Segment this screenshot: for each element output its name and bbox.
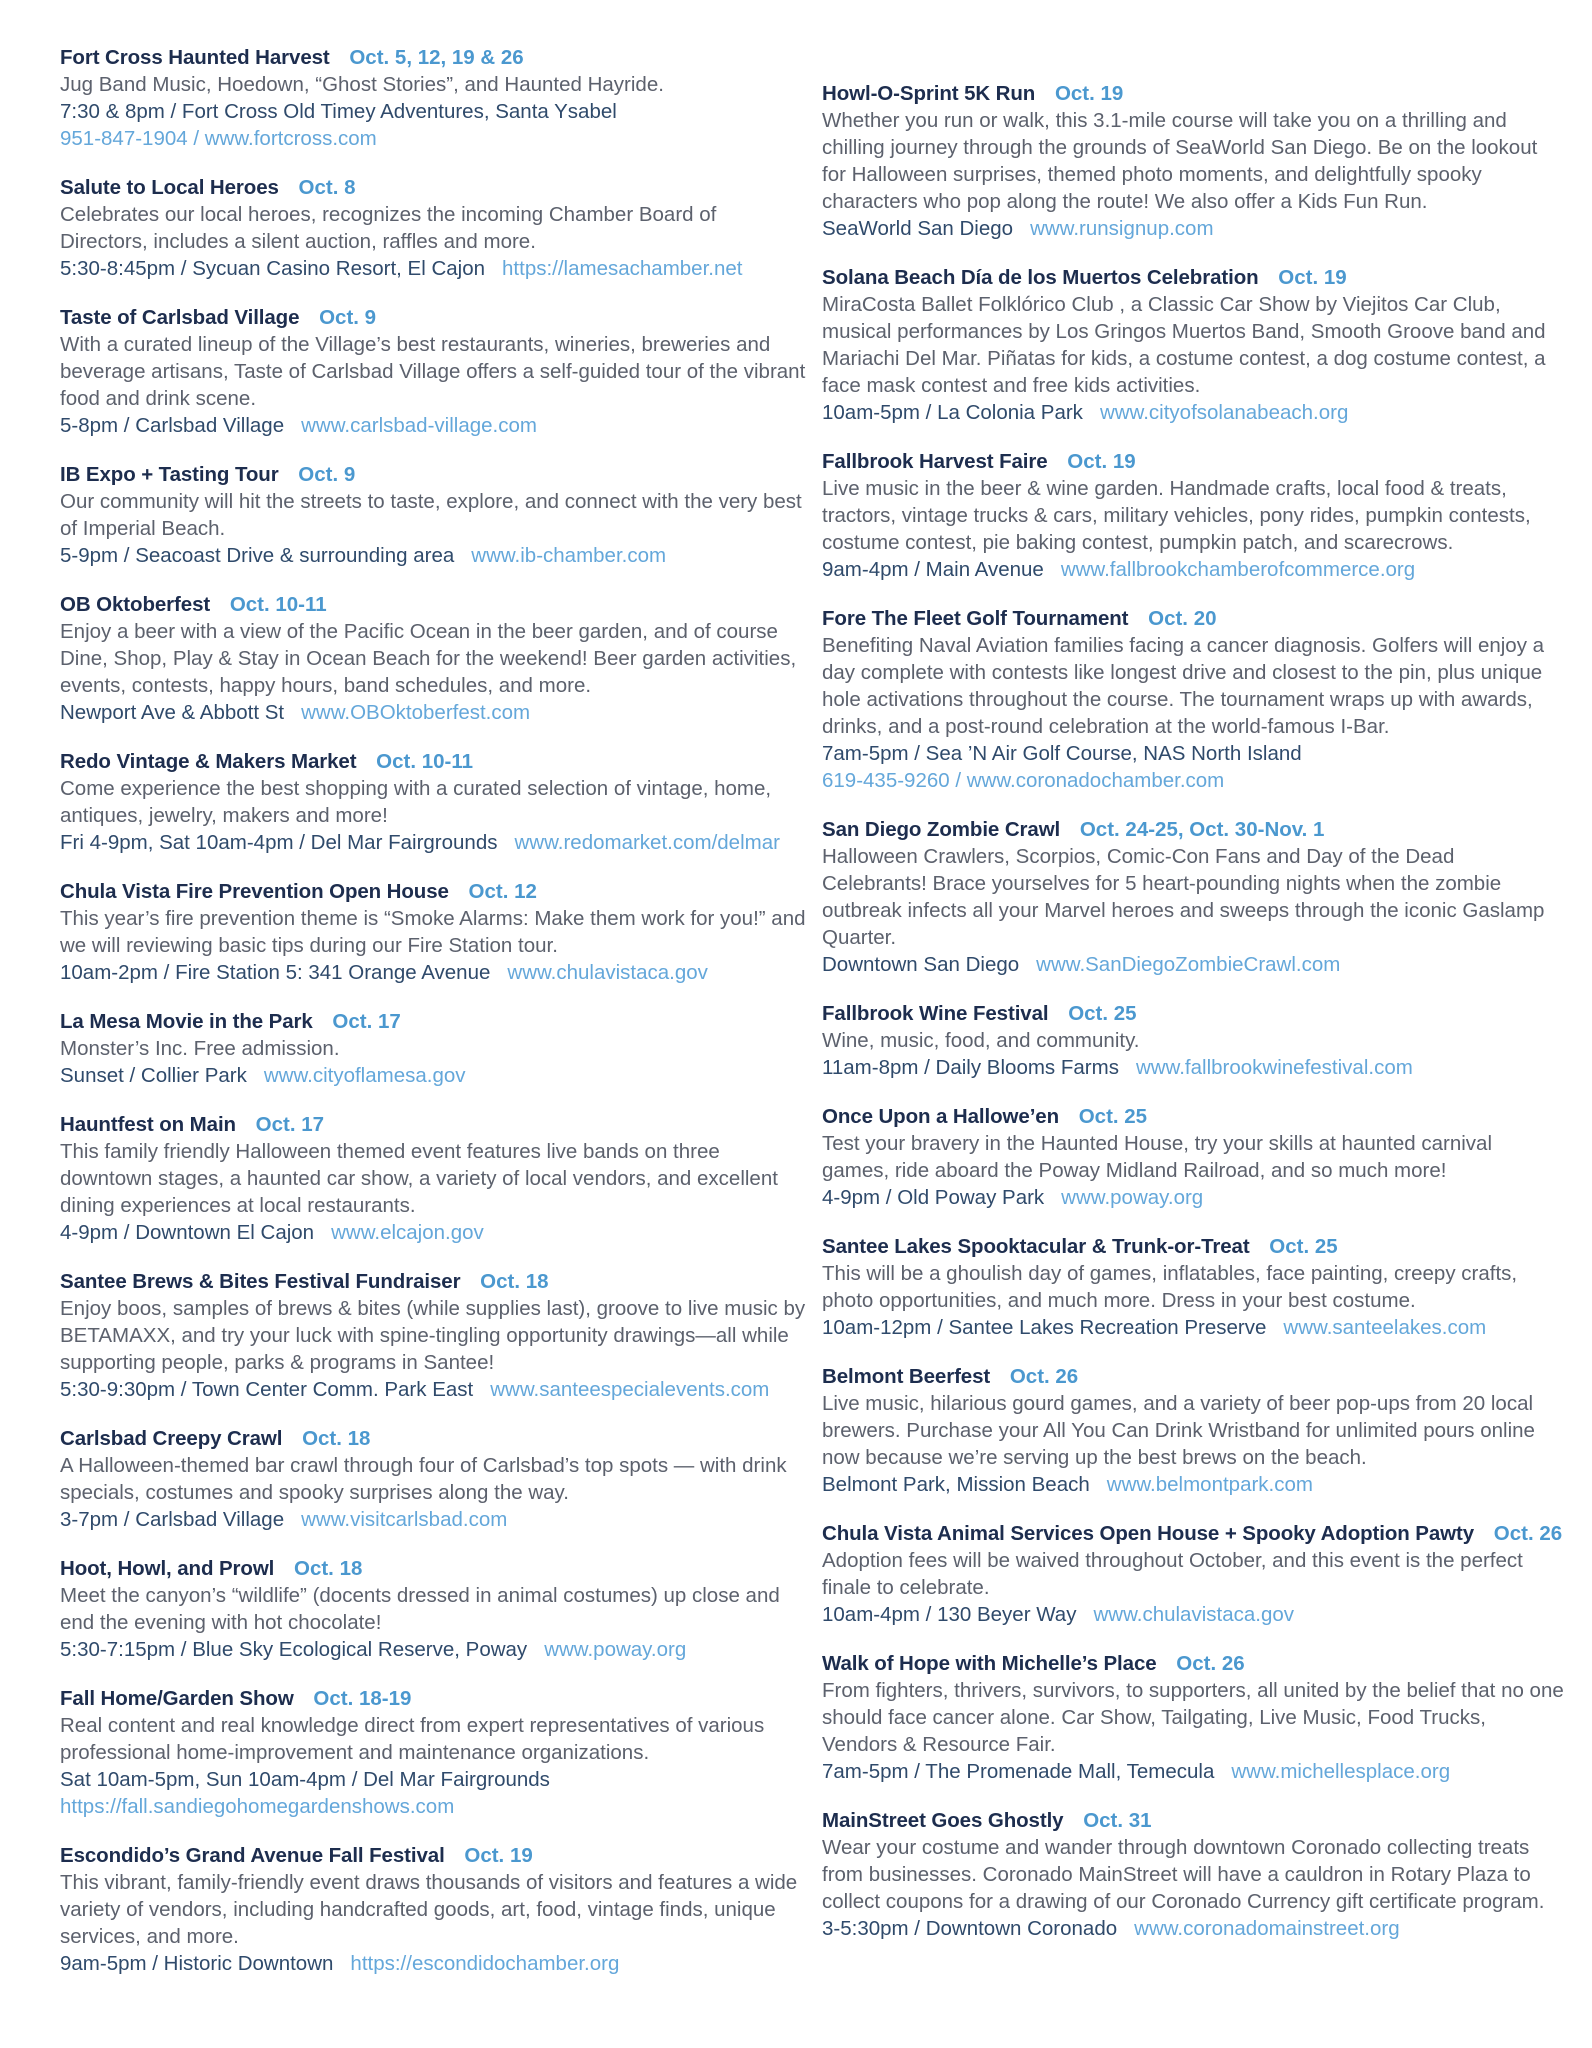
event-item — [60, 1268, 808, 1403]
event-heading — [60, 1685, 808, 1712]
event-item — [60, 461, 808, 569]
event-date: Oct. 17 — [332, 1010, 401, 1033]
event-item — [60, 1425, 808, 1533]
event-title: Fall Home/Garden Show — [60, 1687, 294, 1710]
event-item — [60, 1008, 808, 1089]
event-meta-line — [822, 1915, 1564, 1942]
event-link[interactable]: https://escondidochamber.org — [350, 1952, 620, 1975]
event-description: This will be a ghoulish day of games, inflatables, face painting, creepy crafts, photo opportunities, and much more. Dress in your best costume. — [822, 1262, 1518, 1312]
events-column-right — [822, 80, 1564, 1964]
event-description: Monster’s Inc. Free admission. — [60, 1037, 340, 1060]
event-meta-line — [822, 556, 1564, 583]
event-date: Oct. 12 — [468, 880, 537, 903]
event-meta-line — [822, 1601, 1564, 1628]
event-meta-line — [60, 412, 808, 439]
event-description: This family friendly Halloween themed event features live bands on three downtown stages, a haunted car show, a variety of local vendors, and excellent dining experiences at local restaurants. — [60, 1140, 778, 1217]
event-link[interactable]: www.elcajon.gov — [331, 1221, 484, 1244]
event-heading — [822, 605, 1564, 632]
event-title: Chula Vista Animal Services Open House + Spooky Adoption Pawty — [822, 1522, 1475, 1545]
event-meta-line — [822, 951, 1564, 978]
event-heading — [822, 80, 1564, 107]
event-description: Wear your costume and wander through downtown Coronado collecting treats from businesses. Coronado MainStreet will have a cauldron in Rotary Plaza to collect coupons for a drawing of our Coronado Currency gift certificate program. — [822, 1836, 1545, 1913]
event-link[interactable]: www.poway.org — [1061, 1186, 1204, 1209]
event-heading — [60, 1268, 808, 1295]
event-title: Once Upon a Hallowe’en — [822, 1105, 1060, 1128]
event-heading — [822, 1650, 1564, 1677]
event-meta-line — [60, 1062, 808, 1089]
event-item — [822, 1103, 1564, 1211]
event-title: Solana Beach Día de los Muertos Celebration — [822, 266, 1259, 289]
event-extra-line — [822, 767, 1564, 794]
event-item — [822, 80, 1564, 242]
event-title: Salute to Local Heroes — [60, 176, 279, 199]
event-heading — [822, 1363, 1564, 1390]
event-title: Carlsbad Creepy Crawl — [60, 1427, 283, 1450]
event-date: Oct. 18-19 — [313, 1687, 412, 1710]
event-description: MiraCosta Ballet Folklórico Club , a Classic Car Show by Viejitos Car Club, musical performances by Los Gringos Muertos Band, Smooth Groove band and Mariachi Del Mar. Piñatas for kids, a costume contest, a dog costume contest, a face mask contest and free kids activities. — [822, 293, 1546, 397]
event-link[interactable]: www.OBOktoberfest.com — [301, 701, 531, 724]
event-description: Celebrates our local heroes, recognizes the incoming Chamber Board of Directors, includes a silent auction, raffles and more. — [60, 203, 717, 253]
event-title: Belmont Beerfest — [822, 1365, 991, 1388]
event-description: Test your bravery in the Haunted House, try your skills at haunted carnival games, ride aboard the Poway Midland Railroad, and so much more! — [822, 1132, 1492, 1182]
event-link[interactable]: www.fallbrookchamberofcommerce.org — [1060, 558, 1416, 581]
event-heading — [60, 304, 808, 331]
event-meta-line — [822, 215, 1564, 242]
event-title: Escondido’s Grand Avenue Fall Festival — [60, 1844, 445, 1867]
event-date: Oct. 9 — [319, 306, 377, 329]
event-time-venue: 4-9pm / Downtown El Cajon — [60, 1221, 315, 1244]
event-item — [822, 1233, 1564, 1341]
event-item — [60, 304, 808, 439]
event-item — [60, 1111, 808, 1246]
event-date: Oct. 31 — [1083, 1809, 1152, 1832]
event-link[interactable]: www.michellesplace.org — [1231, 1760, 1451, 1783]
event-date: Oct. 25 — [1068, 1002, 1137, 1025]
event-heading — [822, 1520, 1564, 1547]
event-time-venue: 10am-4pm / 130 Beyer Way — [822, 1603, 1077, 1626]
event-item — [822, 1000, 1564, 1081]
event-date: Oct. 18 — [480, 1270, 549, 1293]
event-meta-line — [60, 1766, 808, 1793]
event-item — [60, 1555, 808, 1663]
event-time-venue: SeaWorld San Diego — [822, 217, 1014, 240]
event-extra-link[interactable]: 951-847-1904 / www.fortcross.com — [60, 127, 377, 150]
event-meta-line — [60, 1950, 808, 1977]
event-item — [60, 44, 808, 152]
event-extra-link[interactable]: 619-435-9260 / www.coronadochamber.com — [822, 769, 1225, 792]
event-item — [60, 878, 808, 986]
event-date: Oct. 19 — [1278, 266, 1347, 289]
event-date: Oct. 24-25, Oct. 30-Nov. 1 — [1079, 818, 1325, 841]
event-description: Enjoy a beer with a view of the Pacific Ocean in the beer garden, and of course Dine, Shop, Play & Stay in Ocean Beach for the weekend! Beer garden activities, events, contests, happy hours, band schedules, and more. — [60, 620, 797, 697]
event-link[interactable]: www.visitcarlsbad.com — [301, 1508, 508, 1531]
event-title: Santee Lakes Spooktacular & Trunk-or-Treat — [822, 1235, 1250, 1258]
event-time-venue: 3-5:30pm / Downtown Coronado — [822, 1917, 1118, 1940]
event-time-venue: 5:30-8:45pm / Sycuan Casino Resort, El Cajon — [60, 257, 486, 280]
event-item — [60, 1685, 808, 1820]
event-title: Santee Brews & Bites Festival Fundraiser — [60, 1270, 461, 1293]
event-title: La Mesa Movie in the Park — [60, 1010, 313, 1033]
event-heading — [822, 816, 1564, 843]
event-date: Oct. 17 — [255, 1113, 325, 1136]
event-link[interactable]: www.ib-chamber.com — [471, 544, 667, 567]
event-item — [822, 1363, 1564, 1498]
event-title: OB Oktoberfest — [60, 593, 211, 616]
event-heading — [60, 44, 808, 71]
event-meta-line — [60, 1219, 808, 1246]
event-date: Oct. 10-11 — [376, 750, 474, 773]
event-heading — [822, 1233, 1564, 1260]
event-link[interactable]: www.coronadomainstreet.org — [1134, 1917, 1400, 1940]
event-extra-line — [60, 1793, 808, 1820]
event-item — [822, 1650, 1564, 1785]
event-heading — [60, 878, 808, 905]
event-date: Oct. 19 — [1054, 82, 1124, 105]
event-title: Hauntfest on Main — [60, 1113, 236, 1136]
event-link[interactable]: www.carlsbad-village.com — [301, 414, 537, 437]
event-heading — [822, 448, 1564, 475]
event-date: Oct. 18 — [294, 1557, 363, 1580]
event-description: Live music, hilarious gourd games, and a variety of beer pop-ups from 20 local brewers. Purchase your All You Can Drink Wristband for unlimited pours online now because we’re serving up the best brews on the beach. — [822, 1392, 1535, 1469]
event-title: Hoot, Howl, and Prowl — [60, 1557, 275, 1580]
event-heading — [60, 1555, 808, 1582]
event-item — [822, 1807, 1564, 1942]
event-title: Redo Vintage & Makers Market — [60, 750, 357, 773]
event-title: Fort Cross Haunted Harvest — [60, 46, 330, 69]
event-time-venue: 10am-5pm / La Colonia Park — [822, 401, 1083, 424]
events-column-left — [60, 44, 808, 1999]
event-description: Halloween Crawlers, Scorpios, Comic-Con Fans and Day of the Dead Celebrants! Brace yourselves for 5 heart-pounding nights when the zombie outbreak infects all your Marvel heroes and sweeps through the iconic Gaslamp Quarter. — [822, 845, 1545, 949]
event-meta-line — [60, 959, 808, 986]
event-description: Jug Band Music, Hoedown, “Ghost Stories”, and Haunted Hayride. — [60, 73, 664, 96]
event-title: IB Expo + Tasting Tour — [60, 463, 279, 486]
event-heading — [822, 1807, 1564, 1834]
event-heading — [60, 174, 808, 201]
event-link[interactable]: www.chulavistaca.gov — [507, 961, 708, 984]
event-item — [60, 174, 808, 282]
event-description: Adoption fees will be waived throughout October, and this event is the perfect finale to celebrate. — [822, 1549, 1523, 1599]
event-title: San Diego Zombie Crawl — [822, 818, 1061, 841]
event-description: This vibrant, family-friendly event draws thousands of visitors and features a wide variety of vendors, including handcrafted goods, art, food, vintage finds, unique services, and more. — [60, 1871, 798, 1948]
event-description: Our community will hit the streets to taste, explore, and connect with the very best of Imperial Beach. — [60, 490, 802, 540]
event-link[interactable]: www.cityofsolanabeach.org — [1099, 401, 1349, 424]
event-date: Oct. 18 — [302, 1427, 371, 1450]
event-meta-line — [822, 740, 1564, 767]
event-title: Fallbrook Harvest Faire — [822, 450, 1048, 473]
event-date: Oct. 8 — [298, 176, 356, 199]
event-item — [60, 591, 808, 726]
event-meta-line — [822, 1471, 1564, 1498]
event-title: Howl-O-Sprint 5K Run — [822, 82, 1036, 105]
event-item — [822, 605, 1564, 794]
event-time-venue: 7:30 & 8pm / Fort Cross Old Timey Adventures, Santa Ysabel — [60, 100, 617, 123]
event-description: With a curated lineup of the Village’s best restaurants, wineries, breweries and beverage artisans, Taste of Carlsbad Village offers a self-guided tour of the vibrant food and drink scene. — [60, 333, 806, 410]
event-description: Live music in the beer & wine garden. Handmade crafts, local food & treats, tractors, vintage trucks & cars, military vehicles, pony rides, pumpkin contests, costume contest, pie baking contest, pumpkin patch, and scarecrows. — [822, 477, 1531, 554]
event-link[interactable]: www.fallbrookwinefestival.com — [1135, 1056, 1413, 1079]
event-link[interactable]: www.chulavistaca.gov — [1093, 1603, 1295, 1626]
event-meta-line — [60, 699, 808, 726]
event-link[interactable]: www.cityoflamesa.gov — [263, 1064, 466, 1087]
event-meta-line — [60, 98, 808, 125]
event-time-venue: Fri 4-9pm, Sat 10am-4pm / Del Mar Fairgrounds — [60, 831, 498, 854]
event-heading — [60, 1111, 808, 1138]
event-description: This year’s fire prevention theme is “Smoke Alarms: Make them work for you!” and we will reviewing basic tips during our Fire Station tour. — [60, 907, 806, 957]
event-description: A Halloween-themed bar crawl through four of Carlsbad’s top spots — with drink specials, costumes and spooky surprises along the way. — [60, 1454, 787, 1504]
event-time-venue: 9am-5pm / Historic Downtown — [60, 1952, 334, 1975]
event-link[interactable]: www.poway.org — [544, 1638, 687, 1661]
event-date: Oct. 19 — [464, 1844, 533, 1867]
event-time-venue: 5-8pm / Carlsbad Village — [60, 414, 285, 437]
event-description: Whether you run or walk, this 3.1-mile course will take you on a thrilling and chilling journey through the grounds of SeaWorld San Diego. Be on the lookout for Halloween surprises, themed photo moments, and delightfully spooky characters who pop along the route! We also offer a Kids Fun Run. — [822, 109, 1538, 213]
event-item — [822, 816, 1564, 978]
event-time-venue: 10am-12pm / Santee Lakes Recreation Preserve — [822, 1316, 1267, 1339]
event-description: Wine, music, food, and community. — [822, 1029, 1140, 1052]
event-time-venue: 3-7pm / Carlsbad Village — [60, 1508, 285, 1531]
event-date: Oct. 20 — [1148, 607, 1217, 630]
event-item — [60, 748, 808, 856]
event-link[interactable]: www.redomarket.com/delmar — [514, 831, 780, 854]
event-time-venue: Downtown San Diego — [822, 953, 1020, 976]
event-meta-line — [822, 399, 1564, 426]
event-date: Oct. 25 — [1269, 1235, 1338, 1258]
event-heading — [60, 748, 808, 775]
event-meta-line — [822, 1758, 1564, 1785]
event-date: Oct. 5, 12, 19 & 26 — [349, 46, 524, 69]
event-time-venue: Sunset / Collier Park — [60, 1064, 247, 1087]
event-heading — [60, 1008, 808, 1035]
event-extra-link[interactable]: https://fall.sandiegohomegardenshows.com — [60, 1795, 455, 1818]
event-time-venue: 7am-5pm / Sea ’N Air Golf Course, NAS North Island — [822, 742, 1302, 765]
event-meta-line — [60, 1376, 808, 1403]
event-title: Fallbrook Wine Festival — [822, 1002, 1049, 1025]
event-heading — [822, 1103, 1564, 1130]
event-meta-line — [822, 1184, 1564, 1211]
event-time-venue: 5-9pm / Seacoast Drive & surrounding area — [60, 544, 455, 567]
event-description: Meet the canyon’s “wildlife” (docents dressed in animal costumes) up close and end the evening with hot chocolate! — [60, 1584, 780, 1634]
event-link[interactable]: www.SanDiegoZombieCrawl.com — [1036, 953, 1341, 976]
event-description: Benefiting Naval Aviation families facing a cancer diagnosis. Golfers will enjoy a day complete with contests like longest drive and closest to the pin, plus unique hole activations throughout the course. The tournament wraps up with awards, drinks, and a post-round celebration at the world-famous I-Bar. — [822, 634, 1545, 738]
event-time-venue: Newport Ave & Abbott St — [60, 701, 285, 724]
event-item — [822, 264, 1564, 426]
event-time-venue: 10am-2pm / Fire Station 5: 341 Orange Avenue — [60, 961, 491, 984]
event-meta-line — [822, 1054, 1564, 1081]
event-description: Real content and real knowledge direct from expert representatives of various professional home-improvement and maintenance organizations. — [60, 1714, 765, 1764]
event-date: Oct. 19 — [1067, 450, 1136, 473]
event-time-venue: 5:30-9:30pm / Town Center Comm. Park East — [60, 1378, 474, 1401]
event-title: Chula Vista Fire Prevention Open House — [60, 880, 449, 903]
event-time-venue: Belmont Park, Mission Beach — [822, 1473, 1090, 1496]
event-time-venue: 9am-4pm / Main Avenue — [822, 558, 1044, 581]
event-time-venue: 4-9pm / Old Poway Park — [822, 1186, 1045, 1209]
event-title: Taste of Carlsbad Village — [60, 306, 300, 329]
event-date: Oct. 26 — [1009, 1365, 1079, 1388]
event-heading — [60, 1842, 808, 1869]
event-meta-line — [60, 255, 808, 282]
event-meta-line — [60, 1506, 808, 1533]
event-time-venue: 11am-8pm / Daily Blooms Farms — [822, 1056, 1119, 1079]
event-meta-line — [60, 542, 808, 569]
event-meta-line — [60, 829, 808, 856]
event-meta-line — [60, 1636, 808, 1663]
event-date: Oct. 25 — [1078, 1105, 1148, 1128]
event-date: Oct. 9 — [298, 463, 356, 486]
event-title: MainStreet Goes Ghostly — [822, 1809, 1064, 1832]
event-item — [60, 1842, 808, 1977]
event-heading — [60, 461, 808, 488]
event-title: Walk of Hope with Michelle’s Place — [822, 1652, 1157, 1675]
event-link[interactable]: https://lamesachamber.net — [502, 257, 743, 280]
event-heading — [60, 591, 808, 618]
event-item — [822, 448, 1564, 583]
event-date: Oct. 10-11 — [229, 593, 327, 616]
event-link[interactable]: www.santeespecialevents.com — [490, 1378, 770, 1401]
event-description: Come experience the best shopping with a curated selection of vintage, home, antiques, jewelry, makers and more! — [60, 777, 772, 827]
event-time-venue: 7am-5pm / The Promenade Mall, Temecula — [822, 1760, 1215, 1783]
event-extra-line — [60, 125, 808, 152]
event-description: From fighters, thrivers, survivors, to supporters, all united by the belief that no one should face cancer alone. Car Show, Tailgating, Live Music, Food Trucks, Vendors & Resource Fair. — [822, 1679, 1564, 1756]
event-description: Enjoy boos, samples of brews & bites (while supplies last), groove to live music by BETAMAXX, and try your luck with spine-tingling opportunity drawings—all while supporting people, parks & programs in Santee! — [60, 1297, 806, 1374]
event-time-venue: 5:30-7:15pm / Blue Sky Ecological Reserve, Poway — [60, 1638, 528, 1661]
event-heading — [822, 264, 1564, 291]
event-date: Oct. 26 — [1493, 1522, 1563, 1545]
event-date: Oct. 26 — [1176, 1652, 1245, 1675]
event-heading — [60, 1425, 808, 1452]
event-item — [822, 1520, 1564, 1628]
event-title: Fore The Fleet Golf Tournament — [822, 607, 1129, 630]
event-meta-line — [822, 1314, 1564, 1341]
event-time-venue: Sat 10am-5pm, Sun 10am-4pm / Del Mar Fairgrounds — [60, 1768, 550, 1791]
event-heading — [822, 1000, 1564, 1027]
event-link[interactable]: www.belmontpark.com — [1106, 1473, 1313, 1496]
event-link[interactable]: www.runsignup.com — [1030, 217, 1214, 240]
event-link[interactable]: www.santeelakes.com — [1283, 1316, 1487, 1339]
